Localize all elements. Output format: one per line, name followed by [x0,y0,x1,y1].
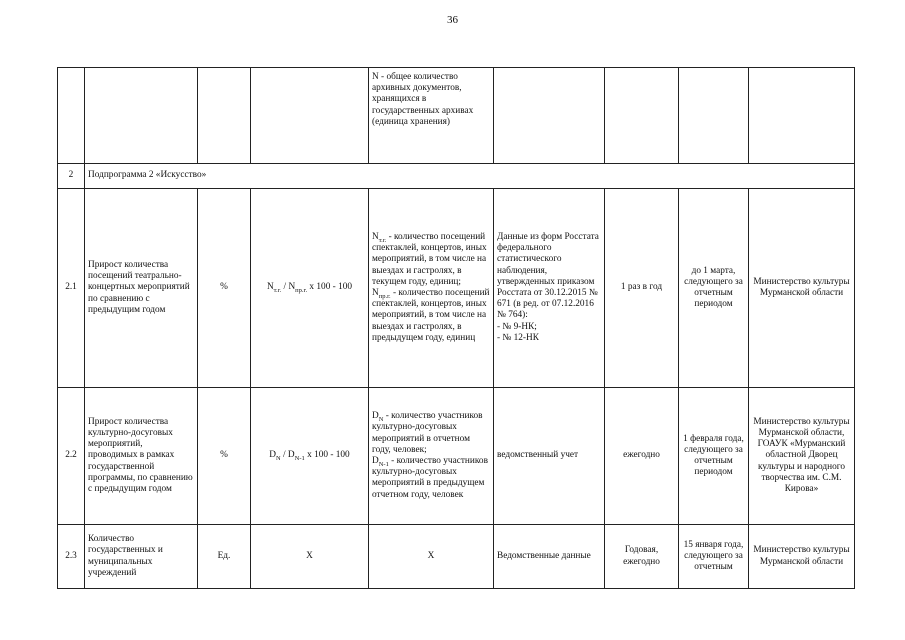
cell-responsible [749,68,855,164]
page-number: 36 [447,14,458,26]
variables-description: $N_{т.г.}$ - количество посещений спектаклей, концертов, иных мероприятий, в том числе на выездах и гастролях, в текущем году, единиц; $N_{пр.г.}$ - количество посещений спектаклей, концертов, иных мероприятий, в том числе на выездах и гастролях, в предыдущем году, единиц [369,189,494,388]
deadline: до 1 марта, следующего за отчетным периодом [679,189,749,388]
subprogram-number: 2 [58,164,85,189]
frequency: 1 раз в год [605,189,679,388]
row-number: 2.2 [58,388,85,525]
deadline: 15 января года, следующего за отчетным [679,525,749,589]
unit: % [198,189,251,388]
responsible: Министерство культуры Мурманской области [749,189,855,388]
formula: X [251,525,369,589]
variables-description: $D_N$ - количество участников культурно-досуговых мероприятий в отчетном году, человек; $D_{N-1}$ - количество участников культурно-досуговых мероприятий в предыдущем отчетном году, человек [369,388,494,525]
responsible: Министерство культуры Мурманской области, ГОАУК «Мурманский областной Дворец культуры и народного творчества им. С.М. Кирова» [749,388,855,525]
cell-frequency [605,68,679,164]
data-source: ведомственный учет [494,388,605,525]
cell-num [58,68,85,164]
frequency: Годовая, ежегодно [605,525,679,589]
table-row-2-3 [58,525,855,589]
unit: % [198,388,251,525]
cell-description: N - общее количество архивных документов, хранящихся в государственных архивах (единица хранения) [369,68,494,164]
data-source: Данные из форм Росстата федерального статистического наблюдения, утвержденных приказом Росстата от 30.12.2015 № 671 (в ред. от 07.12.2016 № 764): - № 9-НК; - № 12-НК [494,189,605,388]
unit: Ед. [198,525,251,589]
variables-description: X [369,525,494,589]
indicator-name: Прирост количества культурно-досуговых мероприятий, проводимых в рамках государственной программы, по сравнению с предыдущим годом [85,388,198,525]
deadline: 1 февраля года, следующего за отчетным периодом [679,388,749,525]
cell-name [85,68,198,164]
table-row-2-2 [58,388,855,525]
cell-deadline [679,68,749,164]
formula: $D_N / D_{N-1}$ x 100 - 100 [251,388,369,525]
table-row-subprogram [58,164,855,189]
table-row-continuation [58,68,855,164]
cell-unit [198,68,251,164]
cell-formula [251,68,369,164]
row-number: 2.1 [58,189,85,388]
frequency: ежегодно [605,388,679,525]
indicators-table [57,67,855,589]
subprogram-title: Подпрограмма 2 «Искусство» [85,164,855,189]
indicator-name: Прирост количества посещений театрально-концертных мероприятий по сравнению с предыдущим годом [85,189,198,388]
data-source: Ведомственные данные [494,525,605,589]
formula: $N_{т.г.} / N_{пр.г.}$ x 100 - 100 [251,189,369,388]
cell-source [494,68,605,164]
row-number: 2.3 [58,525,85,589]
table-row-2-1 [58,189,855,388]
indicator-name: Количество государственных и муниципальных учреждений [85,525,198,589]
responsible: Министерство культуры Мурманской области [749,525,855,589]
